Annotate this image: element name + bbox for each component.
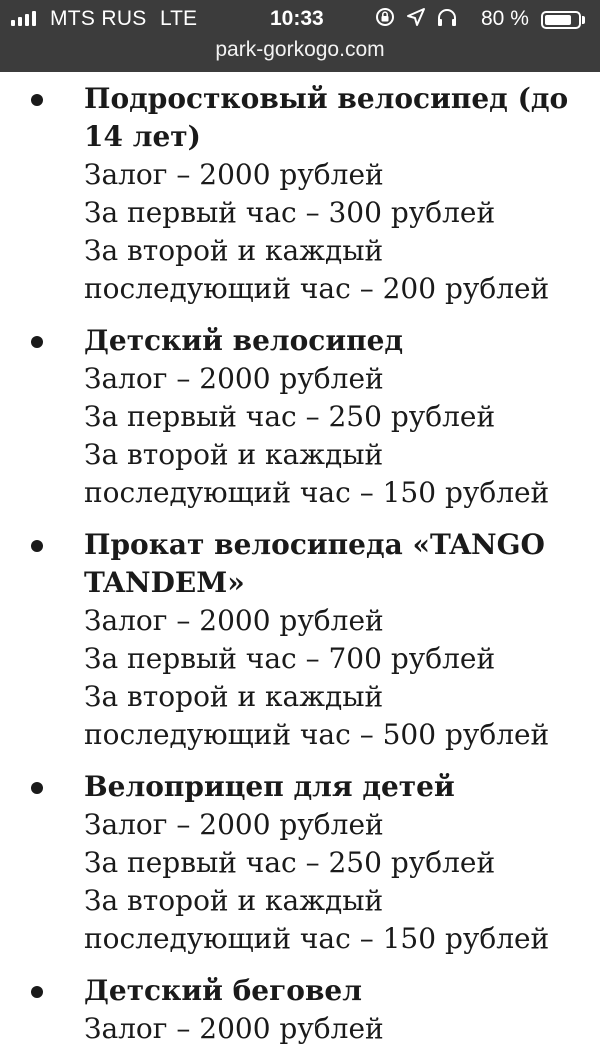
bullet [31, 94, 43, 106]
list-item [0, 526, 600, 754]
status-time: 10:33 [270, 7, 324, 30]
network-type-label: LTE [160, 7, 197, 30]
price-line: Залог – 2000 рублей [84, 158, 384, 191]
item-title: Прокат велосипеда «TANGO TANDEM» [84, 528, 545, 599]
status-bar [0, 0, 600, 72]
battery-tip [582, 16, 585, 24]
price-line: За первый час – 700 рублей [84, 642, 496, 675]
list-item [0, 768, 600, 958]
price-line: За второй и каждый последующий час – 150 рублей [84, 438, 550, 509]
lock-rotation-icon [374, 6, 396, 33]
price-line: За второй и каждый последующий час – 200 рублей [84, 234, 550, 305]
headphones-icon [436, 7, 458, 32]
price-line: За второй и каждый последующий час – 500 рублей [84, 680, 550, 751]
item-title: Подростковый велосипед (до 14 лет) [84, 82, 569, 153]
status-bar-row [0, 4, 600, 34]
list-item [0, 80, 600, 308]
price-line: Залог – 2000 рублей [84, 362, 384, 395]
location-arrow-icon [406, 7, 426, 32]
signal-bars-icon [11, 10, 36, 26]
price-line: За первый час – 250 рублей [84, 400, 496, 433]
bullet [31, 540, 43, 552]
item-title: Детский велосипед [84, 324, 404, 357]
price-line: Залог – 2000 рублей [84, 604, 384, 637]
rental-price-list [0, 80, 600, 1062]
price-line: Залог – 2000 рублей [84, 808, 384, 841]
status-icons [374, 8, 458, 30]
price-line: Залог – 2000 рублей [84, 1012, 384, 1045]
item-title: Велоприцеп для детей [84, 770, 455, 803]
price-line: За первый час – 300 рублей [84, 196, 496, 229]
list-item [0, 972, 600, 1048]
list-item [0, 322, 600, 512]
battery-level-fill [545, 15, 571, 25]
item-title: Детский беговел [84, 974, 362, 1007]
bullet [31, 782, 43, 794]
bullet [31, 336, 43, 348]
bullet [31, 986, 43, 998]
price-line: За первый час – 250 рублей [84, 846, 496, 879]
battery-icon [541, 11, 581, 29]
price-line: За второй и каждый последующий час – 150 рублей [84, 884, 550, 955]
battery-percent: 80 % [481, 7, 529, 30]
carrier-label: MTS RUS [50, 7, 147, 30]
address-bar-url[interactable]: park-gorkogo.com [215, 38, 385, 61]
page-content [0, 72, 600, 1063]
